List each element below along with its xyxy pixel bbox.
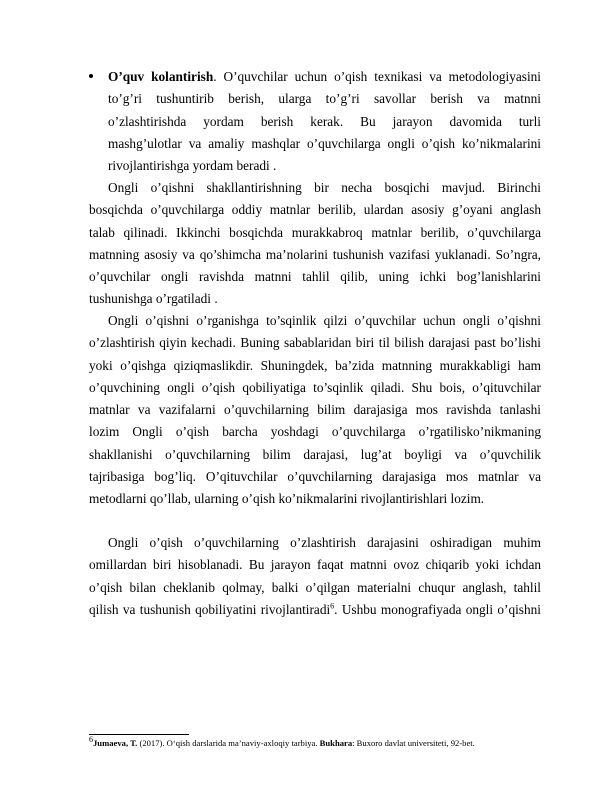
paragraph-line: omillardan biri hisoblanadi. Bu jarayon faqat matnni ovoz chiqarib yoki ichdan (89, 557, 541, 573)
bullet-line (108, 66, 541, 88)
footnote-author: Jumaeva, T. (93, 738, 138, 748)
bullet-item (108, 66, 541, 177)
bullet-heading: O’quv kolantirish (108, 69, 214, 84)
paragraph-line: matnning asosiy va qo’shimcha ma’nolarini tushunish vazifasi yuklanadi. So’ngra, (89, 246, 541, 262)
footnote-marker: 6 (89, 735, 93, 745)
footnote-city: Bukhara (319, 738, 353, 748)
bullet-line: to’g’ri tushuntirib berish, ularga to’g’ri savollar berish va matnni (108, 91, 541, 107)
paragraph-line (89, 599, 541, 621)
paragraph-line: yoki o’qishga qiziqmaslikdir. Shuningdek, ba’zida matnning murakkabligi ham (89, 357, 541, 373)
paragraph-line: metodlarni qo’llab, ularning o’qish ko’nikmalarini rivojlantirishlari lozim. (89, 491, 485, 507)
bullet-line-text: . O’quvchilar uchun o’qish texnikasi va metodologiyasini (213, 69, 541, 84)
footnote-publisher: : Buxoro davlat universiteti, 92-bet. (352, 738, 475, 748)
paragraph-line: Ongli o’qish o’quvchilarning o’zlashtirish darajasini oshiradigan muhim (108, 535, 541, 550)
paragraph-line: Ongli o’qishni o’rganishga to’sqinlik qilzi o’quvchilar uchun ongli o’qishni (108, 313, 541, 328)
paragraph-line: o’zlashtirish qiyin kechadi. Buning sabablaridan biri til bilish darajasi past bo’lishi (89, 335, 541, 351)
paragraph-line: o’qish bilan cheklanib qolmay, balki o’qilgan materialni chuqur anglash, tahlil (89, 579, 541, 595)
paragraph-line: o’quvchining ongli o’qish qobiliyatiga to’sqinlik qiladi. Shu bois, o’qituvchilar (89, 379, 541, 395)
paragraph-line: matnlar va vazifalarni o’quvchilarning bilim darajasiga mos ravishda tanlashi (89, 402, 541, 418)
bullet-line: rivojlantirishga yordam beradi . (108, 158, 277, 174)
paragraph-line-text: qilish va tushunish qobiliyatini rivojlantiradi (89, 601, 331, 617)
paragraph-line: Ongli o’qishni shakllantirishning bir necha bosqichi mavjud. Birinchi (108, 180, 541, 195)
footnote (89, 735, 549, 749)
paragraph-line: lozim Ongli o’qish barcha yoshdagi o’quvchilarga o’rgatilisko’nikmaning (89, 424, 541, 440)
paragraph-importance (89, 532, 541, 621)
footnote-text: (2017). O‘qish darslarida ma’naviy-axloqiy tarbiya. (137, 738, 320, 748)
paragraph-line: tushunishga o’rgatiladi . (89, 291, 218, 307)
paragraph-line: tajribasiga bog’liq. O’qituvchilar o’quvchilarning darajasiga mos matnlar va (89, 469, 541, 485)
paragraph-stages (89, 177, 541, 311)
paragraph-line: bosqichda o’quvchilarga oddiy matnlar berilib, ulardan asosiy g’oyani anglash (89, 202, 541, 218)
footnote-reference[interactable]: 6 (330, 601, 335, 611)
paragraph-line: o’quvchilar ongli ravishda matnni tahlil qilib, uning ichki bog’lanishlarini (89, 269, 541, 285)
paragraph-obstacles (89, 310, 541, 511)
paragraph-line: shakllanishi o’quvchilarning bilim darajasi, lug’at boyligi va o’quvchilik (89, 446, 541, 462)
bullet-icon (89, 74, 93, 78)
paragraph-line: talab qilinadi. Ikkinchi bosqichda murakkabroq matnlar berilib, o’quvchilarga (89, 224, 541, 240)
paragraph-line-text: . Ushbu monografiyada ongli o’qishni (334, 601, 541, 617)
bullet-line: o’zlashtirishda yordam berish kerak. Bu jarayon davomida turli (108, 113, 541, 129)
bullet-line: mashg’ulotlar va amaliy mashqlar o’quvchilarga ongli o’qish ko’nikmalarini (108, 135, 541, 151)
footnote-divider (89, 734, 189, 735)
